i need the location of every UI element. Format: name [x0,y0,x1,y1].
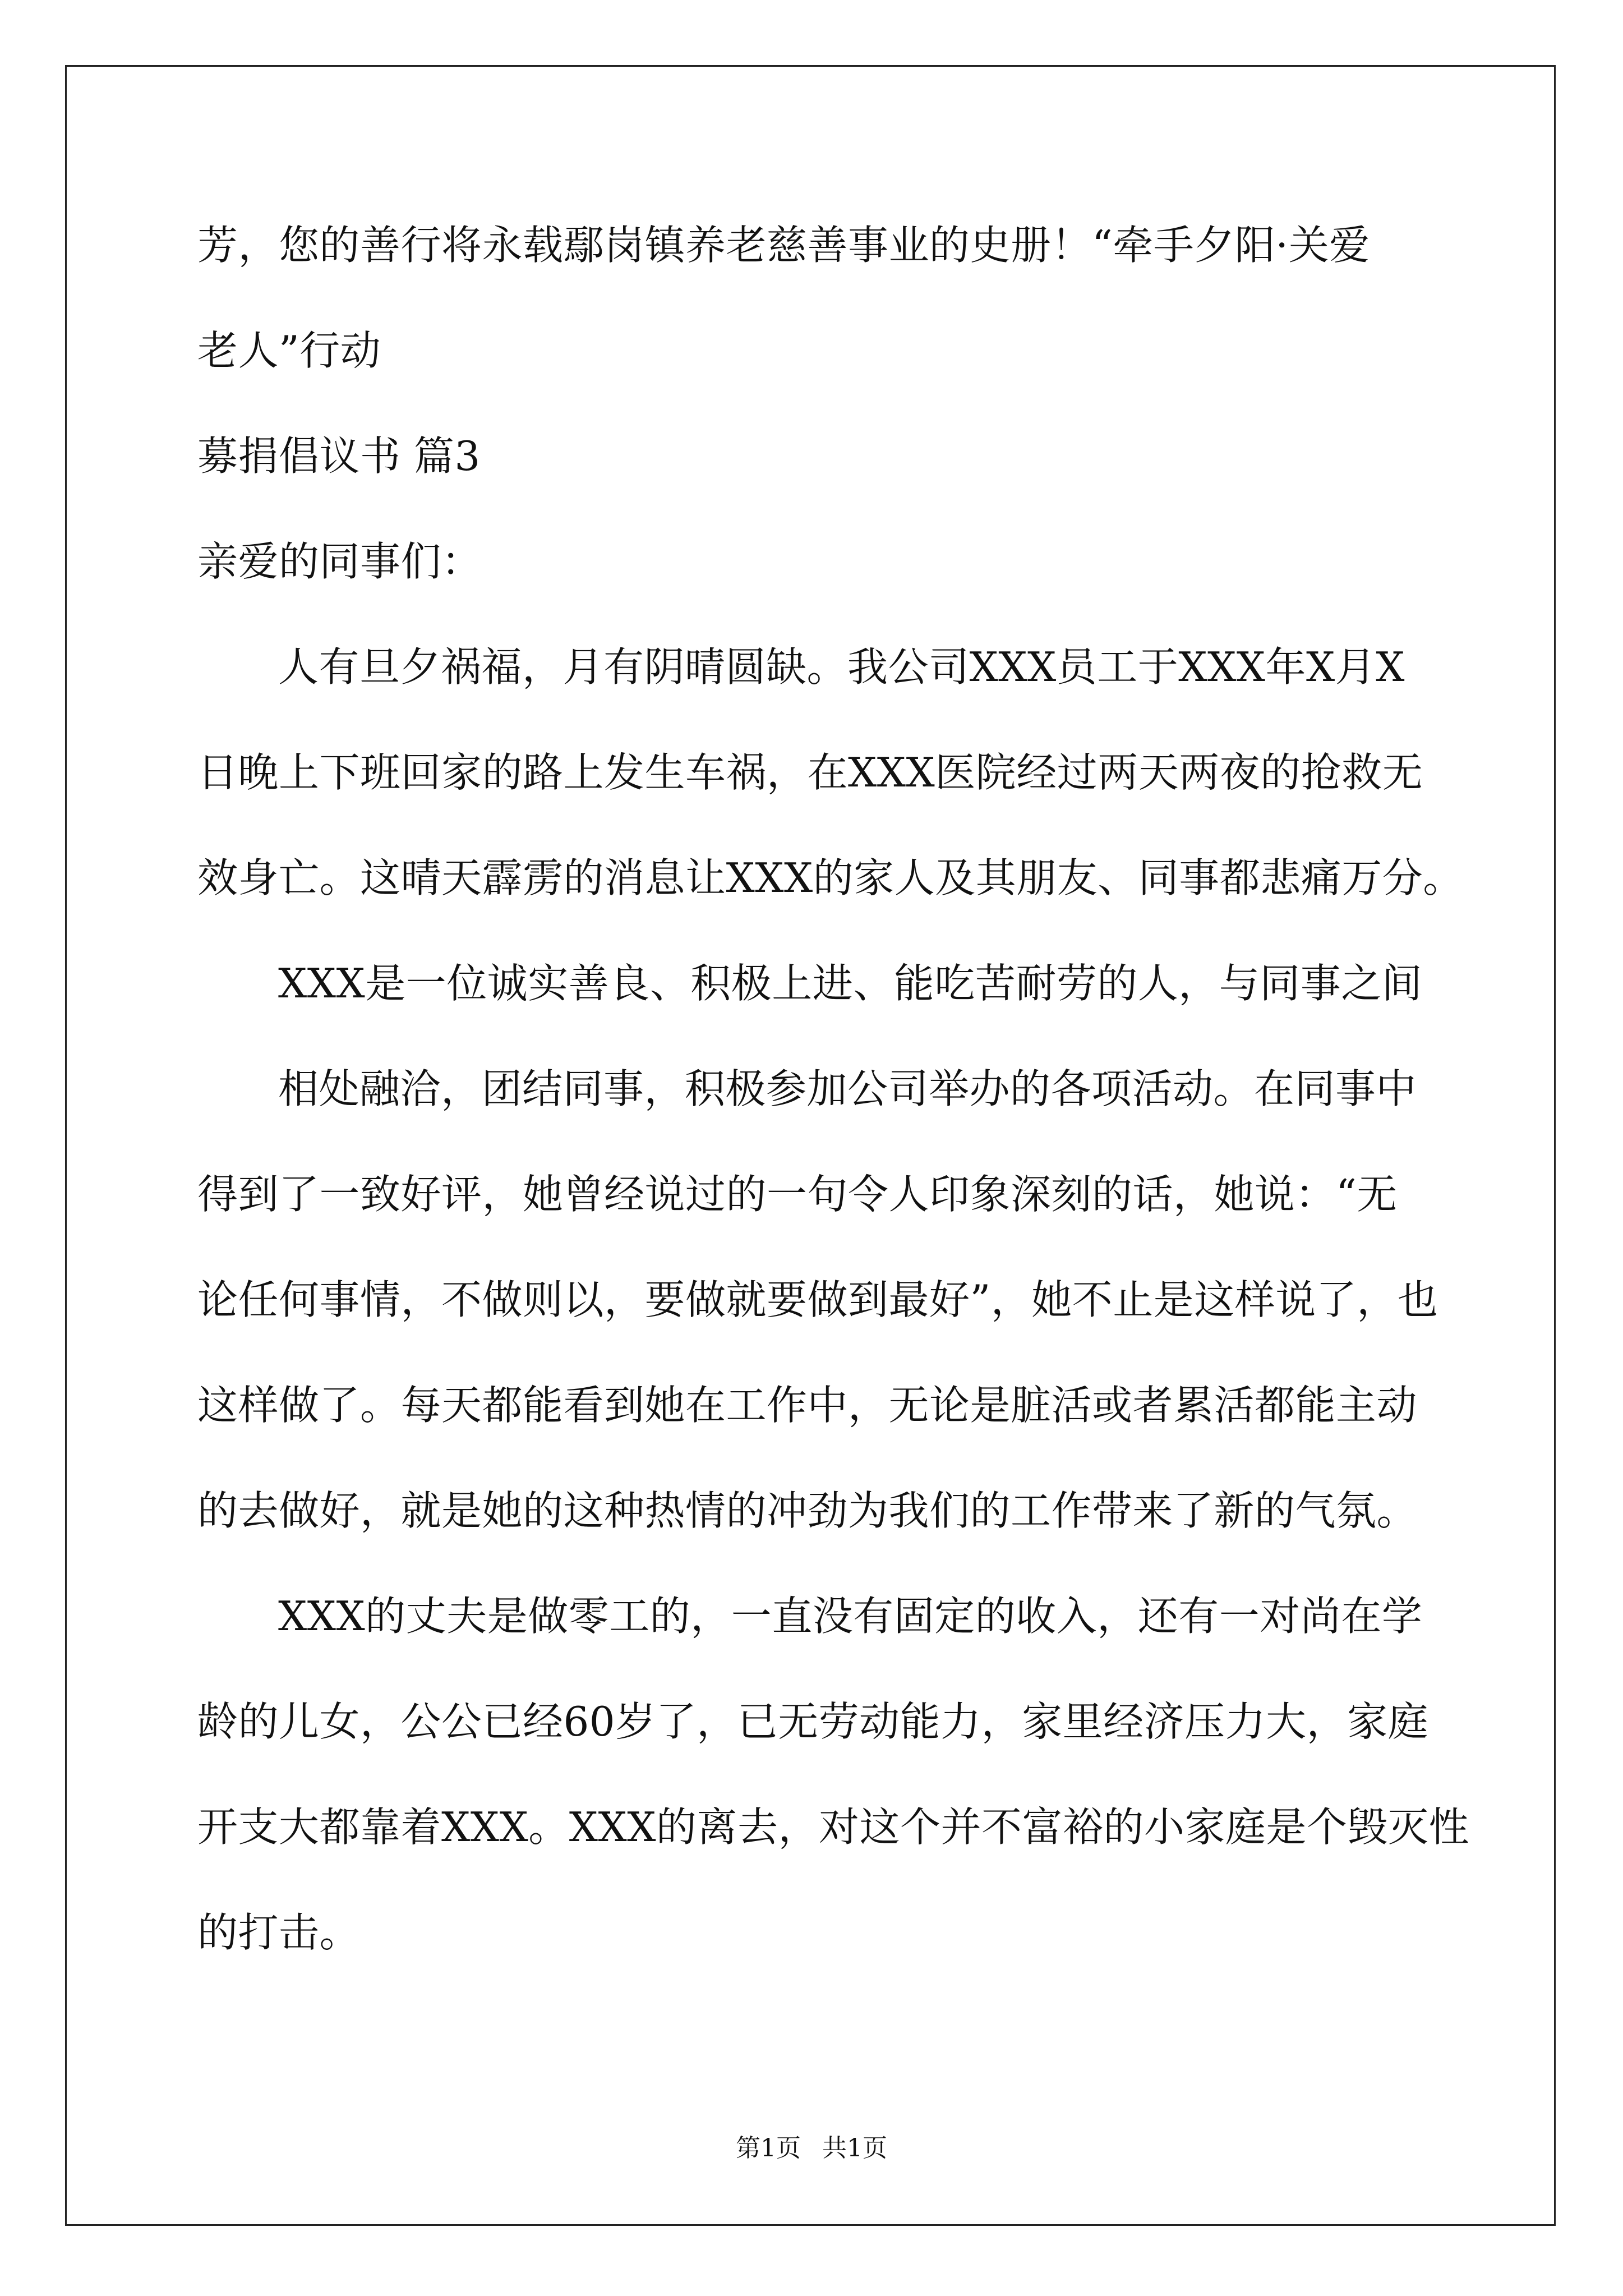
paragraph-2-line-1: XXX是一位诚实善良、积极上进、能吃苦耐劳的人，与同事之间 [278,960,1423,1007]
paragraph-3-line-1: 相处融洽，团结同事，积极参加公司举办的各项活动。在同事中 [278,1065,1417,1112]
page-total: 共1页 [822,2134,887,2162]
paragraph-3-line-5: 的去做好，就是她的这种热情的冲劲为我们的工作带来了新的气氛。 [197,1487,1418,1534]
paragraph-4-line-1: XXX的丈夫是做零工的，一直没有固定的收入，还有一对尚在学 [278,1593,1423,1640]
paragraph-1-line-2: 日晚上下班回家的路上发生车祸，在XXX医院经过两天两夜的抢救无 [197,749,1423,796]
paragraph-3-line-3: 论任何事情，不做则以，要做就要做到最好”，她不止是这样说了，也 [197,1276,1438,1323]
page-number: 第1页 [736,2134,801,2162]
text-line-2: 老人”行动 [197,327,381,374]
page-footer [0,2132,1623,2165]
document-body [197,219,1470,2012]
paragraph-3-line-4: 这样做了。每天都能看到她在工作中，无论是脏活或者累活都能主动 [197,1382,1418,1429]
paragraph-3-line-2: 得到了一致好评，她曾经说过的一句令人印象深刻的话，她说：“无 [197,1171,1398,1218]
salutation: 亲爱的同事们： [197,538,482,585]
paragraph-4-line-2: 龄的儿女，公公已经60岁了，已无劳动能力，家里经济压力大，家庭 [197,1698,1429,1745]
paragraph-1-line-1: 人有旦夕祸福，月有阴晴圆缺。我公司XXX员工于XXX年X月X [278,643,1405,691]
paragraph-4-line-4: 的打击。 [197,1909,361,1956]
text-line-1: 芳，您的善行将永载鄢岗镇养老慈善事业的史册！“牵手夕阳·关爱 [197,222,1370,269]
section-heading: 募捐倡议书 篇3 [197,432,481,480]
paragraph-4-line-3: 开支大都靠着XXX。XXX的离去，对这个并不富裕的小家庭是个毁灭性 [197,1803,1470,1851]
paragraph-1-line-3: 效身亡。这晴天霹雳的消息让XXX的家人及其朋友、同事都悲痛万分。 [197,854,1464,901]
